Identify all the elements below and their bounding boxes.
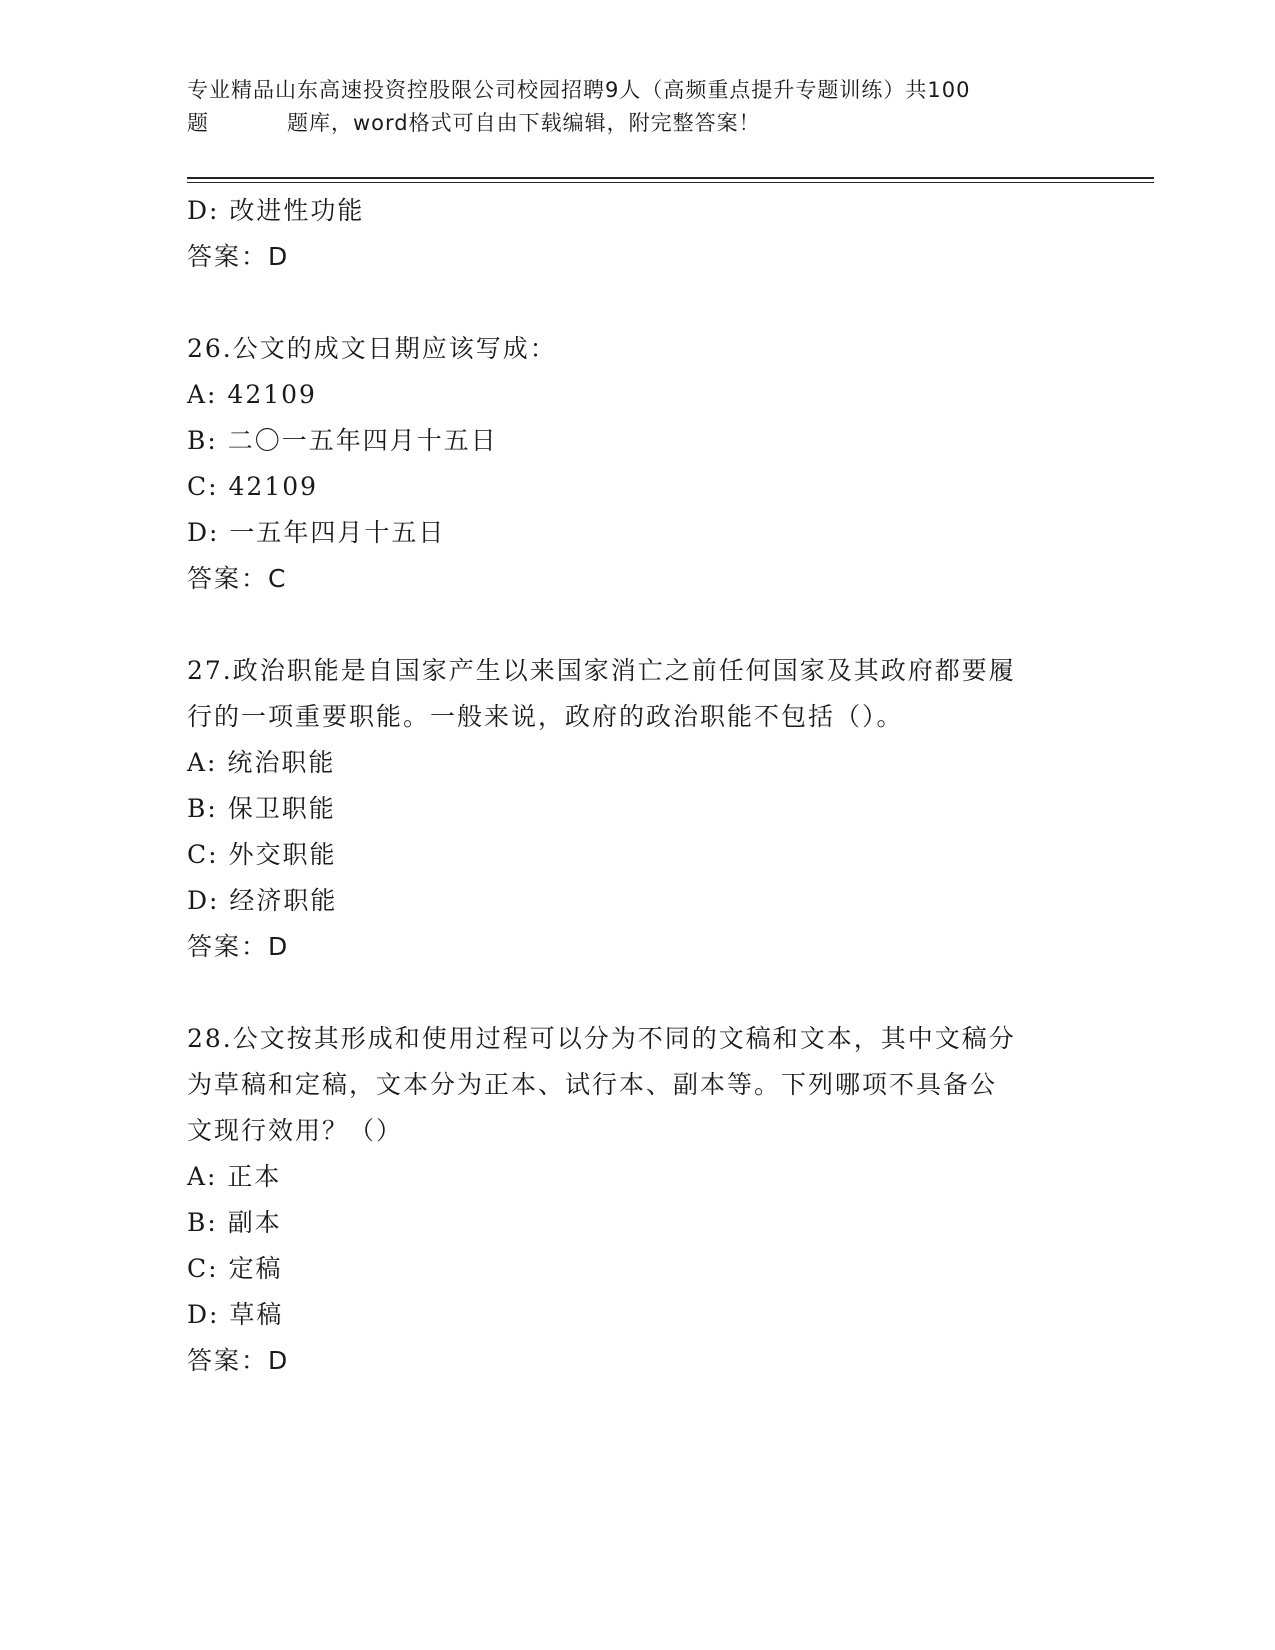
header-title-word: 题 [187, 111, 209, 135]
option-b: B: 二〇一五年四月十五日 [187, 426, 498, 455]
page-header [187, 74, 1087, 140]
option-d: D: 经济职能 [187, 886, 338, 915]
question-stem-line1: 27.政治职能是自国家产生以来国家消亡之前任何国家及其政府都要履 [187, 656, 1016, 685]
option-a: A: 统治职能 [187, 748, 336, 777]
question-26 [187, 326, 1087, 602]
prev-question-block [187, 188, 1087, 280]
option-c: C: 外交职能 [187, 840, 337, 869]
option-d: D: 草稿 [187, 1300, 284, 1329]
spacer [187, 280, 1087, 326]
answer: 答案：D [187, 242, 290, 271]
answer: 答案：C [187, 564, 288, 593]
answer: 答案：D [187, 932, 290, 961]
answer: 答案：D [187, 1346, 290, 1375]
option-b: B: 保卫职能 [187, 794, 336, 823]
question-stem-line2: 为草稿和定稿，文本分为正本、试行本、副本等。下列哪项不具备公 [187, 1070, 998, 1099]
header-title-line1: 专业精品山东高速投资控股限公司校园招聘9人（高频重点提升专题训练）共100 [187, 78, 971, 102]
question-stem-line1: 28.公文按其形成和使用过程可以分为不同的文稿和文本，其中文稿分 [187, 1024, 1016, 1053]
question-stem-line2: 行的一项重要职能。一般来说，政府的政治职能不包括（）。 [187, 702, 904, 731]
header-divider-thin [187, 182, 1154, 183]
question-28 [187, 1016, 1087, 1384]
header-divider-thick [187, 177, 1154, 179]
question-27 [187, 648, 1087, 970]
option-d: D: 改进性功能 [187, 196, 365, 225]
option-a: A: 正本 [187, 1162, 282, 1191]
option-c: C: 42109 [187, 472, 319, 501]
question-content [187, 188, 1087, 1384]
header-title-line2 [187, 107, 1087, 140]
option-c: C: 定稿 [187, 1254, 283, 1283]
question-stem-line3: 文现行效用？（） [187, 1116, 404, 1145]
option-b: B: 副本 [187, 1208, 282, 1237]
spacer [187, 602, 1087, 648]
header-title-rest: 题库，word格式可自由下载编辑，附完整答案！ [287, 111, 761, 135]
spacer [187, 970, 1087, 1016]
question-stem: 26.公文的成文日期应该写成： [187, 334, 557, 363]
option-a: A: 42109 [187, 380, 317, 409]
option-d: D: 一五年四月十五日 [187, 518, 446, 547]
